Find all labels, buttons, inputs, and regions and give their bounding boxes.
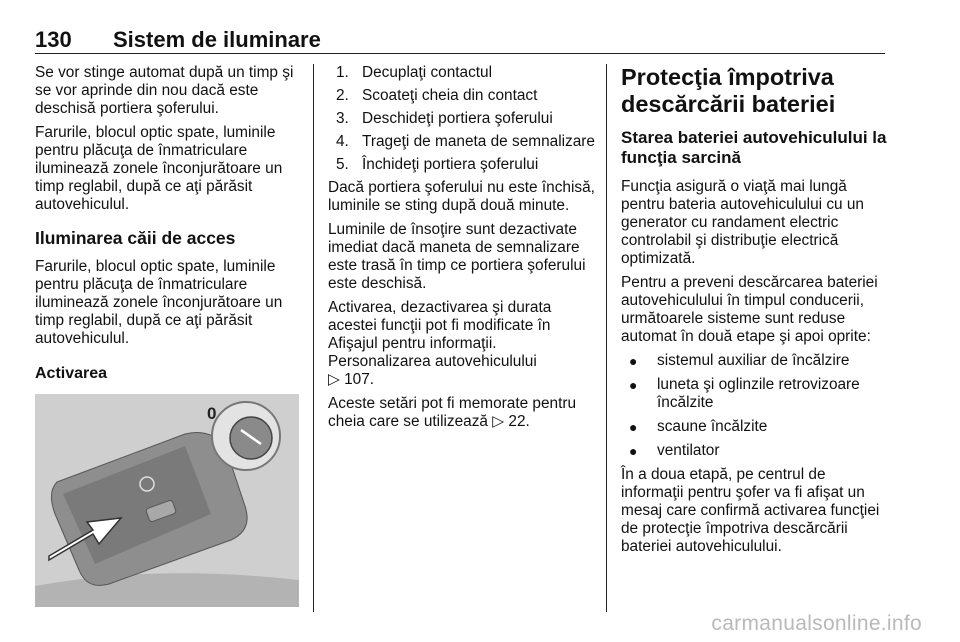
- section-heading-activation: Activarea: [35, 365, 108, 382]
- column-right: [621, 64, 889, 562]
- list-item: 3. Deschideţi portiera şoferului: [336, 110, 553, 127]
- paragraph-function: Funcţia asigură o viaţă mai lungă pentru bateria autovehiculului cu un generator cu randament electric controlabil şi distribuţie electrică optimizată.: [621, 178, 864, 267]
- bullet-dot-icon: ●: [629, 377, 638, 393]
- paragraph-prevent-discharge: Pentru a preveni descărcarea bateriei autovehiculului în timpul conducerii, următoarele sisteme sunt reduse automat în două etape şi apoi oprite:: [621, 274, 878, 345]
- paragraph-second-stage: În a doua etapă, pe centrul de informaţii pentru şofer va fi afişat un mesaj care confirmă activarea funcţiei de protecţie împotriva descărcării bateriei autovehiculului.: [621, 466, 880, 555]
- watermark: carmanualsonline.info: [711, 612, 922, 635]
- list-item: ● ventilator: [621, 442, 889, 460]
- column-middle: [328, 64, 596, 437]
- bullet-dot-icon: ●: [629, 419, 638, 435]
- ignition-position-label: 0: [207, 404, 217, 423]
- page-reference-link[interactable]: 22.: [508, 413, 530, 430]
- list-item: 1. Decuplaţi contactul: [336, 64, 493, 81]
- systems-list: [621, 352, 889, 460]
- steps-list: [328, 64, 596, 174]
- page-number: 130: [35, 27, 72, 52]
- paragraph-access-path: Farurile, blocul optic spate, luminile pentru plăcuţa de înmatriculare iluminează zonele înconjurătoare un timp reglabil, după ce aţi părăsit autovehiculul.: [35, 258, 283, 347]
- page-reference-link[interactable]: 107.: [344, 371, 375, 388]
- paragraph-personalization: Activarea, dezactivarea şi durata acestei funcţii pot fi modificate în Afişajul pentru informaţii. Personalizarea autovehiculului ▷ 107.: [328, 299, 552, 388]
- paragraph-key-memory: Aceste setări pot fi memorate pentru cheia care se utilizează ▷ 22.: [328, 395, 577, 430]
- list-item: 5. Închideţi portiera şoferului: [336, 156, 539, 173]
- page-header: [35, 27, 885, 54]
- list-item: ● luneta şi oglinzile retrovizoare încălzite: [621, 376, 889, 412]
- paragraph-door-open: Dacă portiera şoferului nu este închisă, luminile se sting după două minute.: [328, 179, 595, 214]
- list-item: 4. Trageţi de maneta de semnalizare: [336, 133, 595, 150]
- subsection-title-battery-load: Starea bateriei autovehiculului la funcţia sarcină: [621, 128, 887, 167]
- page-reference-arrow-icon[interactable]: ▷: [492, 413, 505, 430]
- section-heading-access-path: Iluminarea căii de acces: [35, 228, 236, 248]
- bullet-dot-icon: ●: [629, 353, 638, 369]
- list-item: ● sistemul auxiliar de încălzire: [621, 352, 889, 370]
- turn-signal-lever-illustration: [35, 394, 299, 607]
- lever-illustration-svg: [35, 394, 299, 607]
- column-divider-2: [606, 64, 607, 612]
- page-reference-arrow-icon[interactable]: ▷: [328, 371, 340, 388]
- paragraph-deactivation: Luminile de însoţire sunt dezactivate imediat dacă maneta de semnalizare este trasă în timp ce portiera şoferului este deschisă.: [328, 221, 586, 292]
- column-left: [35, 64, 303, 607]
- paragraph-auto-off: Se vor stinge automat după un timp şi se vor aprinde din nou dacă este deschisă portiera şoferului.: [35, 64, 294, 117]
- chapter-title: Sistem de iluminare: [113, 27, 321, 52]
- section-title-battery-protection: Protecţia împotriva descărcării bateriei: [621, 64, 836, 117]
- paragraph-exit-lighting: Farurile, blocul optic spate, luminile pentru plăcuţa de înmatriculare iluminează zonele înconjurătoare un timp reglabil, după ce aţi părăsit autovehiculul.: [35, 124, 283, 213]
- list-item: ● scaune încălzite: [621, 418, 889, 436]
- list-item: 2. Scoateţi cheia din contact: [336, 87, 538, 104]
- bullet-dot-icon: ●: [629, 443, 638, 459]
- column-divider-1: [313, 64, 314, 612]
